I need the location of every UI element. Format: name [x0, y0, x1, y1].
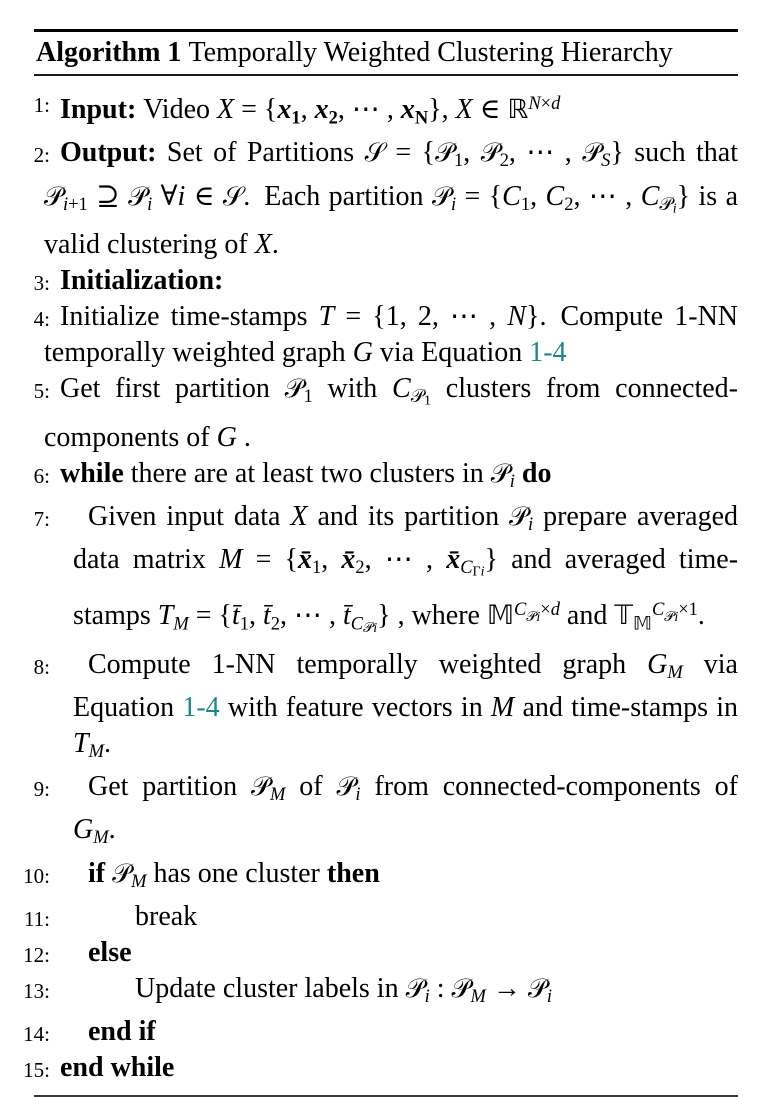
text-segment: 𝒮 — [222, 181, 244, 212]
text-segment: else — [88, 936, 132, 968]
line-number: 10: — [23, 863, 50, 888]
text-segment: 𝒫 — [490, 458, 510, 489]
text-segment: i — [509, 471, 515, 492]
text-segment: there are at least two clusters in — [123, 457, 491, 489]
text-segment: Video — [143, 94, 218, 126]
text-segment: C — [350, 613, 364, 634]
text-segment: has one cluster — [146, 857, 327, 889]
text-segment: X — [290, 501, 308, 533]
text-segment: = { — [188, 600, 232, 632]
line-text — [44, 1050, 738, 1086]
text-segment: ∈ — [185, 180, 223, 212]
text-segment: M — [270, 784, 286, 805]
text-segment: x — [400, 94, 415, 126]
text-segment: 1 — [239, 613, 249, 634]
text-segment: . — [271, 229, 279, 261]
text-segment: i — [674, 610, 679, 626]
text-segment: Set of Partitions — [166, 137, 365, 169]
text-segment: , ⋯ , — [573, 180, 641, 212]
text-segment: ∀ — [152, 180, 178, 212]
text-segment: × — [540, 598, 551, 619]
text-segment: do — [521, 457, 552, 489]
text-segment: N — [507, 301, 526, 333]
line-number: 4: — [33, 307, 50, 332]
line-text — [44, 85, 738, 135]
line-text — [73, 769, 738, 855]
text-segment: 2 — [355, 557, 365, 578]
text-segment: M — [219, 544, 243, 576]
text-segment: M — [93, 827, 109, 848]
text-segment: 𝒮 — [364, 138, 385, 169]
text-segment: d — [550, 598, 560, 619]
text-segment: i — [480, 564, 485, 580]
text-segment: 𝒫 — [526, 609, 537, 626]
text-segment: M — [490, 692, 515, 724]
text-segment: i — [546, 985, 552, 1006]
text-segment: Given input data — [88, 501, 291, 533]
text-segment — [515, 458, 522, 489]
text-segment: 𝒫 — [659, 193, 673, 215]
text-segment: i — [177, 180, 186, 212]
text-segment: 𝒫 — [336, 772, 356, 803]
text-segment: t̄ — [343, 600, 351, 632]
text-segment: X — [254, 229, 272, 261]
text-segment: → — [485, 972, 528, 1004]
text-segment: X — [217, 94, 235, 126]
algorithm-title: Temporally Weighted Clustering Hierarchy — [188, 37, 673, 68]
text-segment: N — [414, 107, 429, 128]
text-segment: Γ — [472, 564, 481, 580]
text-segment: . — [103, 728, 111, 760]
text-segment: 1 — [291, 107, 301, 128]
text-segment: break — [135, 900, 198, 932]
text-segment: 𝒫 — [435, 138, 455, 169]
algo-line-1 — [34, 85, 738, 135]
text-segment: . — [108, 814, 116, 846]
text-segment: from connected-components of — [360, 771, 739, 803]
text-segment: = { — [234, 94, 278, 126]
line-text — [44, 263, 738, 299]
text-segment: T — [157, 600, 174, 632]
text-segment: ∈ — [472, 94, 508, 126]
text-segment: and — [559, 600, 615, 632]
text-segment: t̄ — [231, 600, 240, 632]
text-segment: Initialization: — [60, 265, 224, 297]
text-segment: X — [455, 94, 473, 126]
text-segment: 2 — [328, 107, 338, 128]
text-segment: = { — [456, 180, 503, 212]
text-segment: x — [314, 94, 329, 126]
text-segment: G — [73, 814, 94, 846]
text-segment: via Equation — [372, 337, 530, 369]
line-number: 2: — [33, 143, 50, 168]
line-number: 1: — [33, 93, 50, 117]
text-segment: x — [277, 94, 292, 126]
algo-line-5 — [34, 371, 738, 456]
algo-line-12 — [23, 935, 738, 971]
text-segment: M — [470, 985, 486, 1006]
text-segment: i — [672, 201, 677, 217]
algo-line-11 — [23, 899, 738, 935]
line-text — [44, 371, 738, 456]
line-number: 15: — [23, 1057, 50, 1082]
text-segment: , — [249, 600, 263, 632]
algo-line-4 — [34, 299, 738, 371]
algo-line-7 — [34, 499, 738, 647]
text-segment: while — [60, 457, 124, 489]
text-segment: × — [540, 93, 552, 113]
text-segment: = { — [242, 544, 298, 576]
line-text — [135, 899, 738, 935]
algorithm-body — [23, 76, 739, 1086]
line-text — [44, 135, 738, 263]
text-segment: C — [460, 557, 473, 578]
text-segment: 𝒫 — [431, 181, 451, 212]
text-segment: clusters from connected-components of — [44, 373, 738, 453]
text-segment: 𝕄 — [633, 613, 652, 635]
text-segment: i — [147, 193, 153, 214]
text-segment: }. Compute 1-NN temporally weighted graph — [44, 301, 739, 369]
text-segment: 2 — [270, 613, 281, 634]
algo-line-13 — [23, 971, 738, 1014]
text-segment: C — [392, 373, 411, 405]
text-segment: , ⋯ , — [280, 600, 344, 632]
text-segment: 1 — [312, 557, 322, 578]
line-number: 8: — [33, 654, 50, 679]
text-segment: and its partition — [307, 501, 510, 533]
line-number: 11: — [23, 906, 50, 931]
text-segment: t̄ — [263, 600, 271, 632]
text-segment: G — [647, 648, 668, 680]
text-segment: i — [536, 610, 541, 626]
text-segment: 2 — [499, 150, 509, 171]
algo-line-2 — [34, 135, 738, 263]
text-segment: C — [651, 598, 665, 619]
line-number: 12: — [23, 942, 50, 967]
text-segment: 𝒫 — [363, 619, 374, 636]
equation-link[interactable]: 1-4 — [182, 692, 220, 724]
text-segment: if — [88, 857, 113, 889]
algorithm-header — [34, 32, 738, 74]
text-segment: C — [502, 180, 521, 212]
line-text — [44, 456, 738, 499]
text-segment: end while — [60, 1051, 175, 1083]
text-segment: and time-stamps in — [514, 692, 739, 724]
line-text — [73, 856, 738, 899]
text-segment: T — [318, 301, 335, 333]
text-segment: d — [551, 93, 561, 113]
text-segment: prepare averaged data matrix — [73, 501, 739, 576]
line-text — [73, 935, 738, 971]
algorithm-label: Algorithm 1 — [36, 37, 182, 68]
text-segment: 1 — [303, 386, 313, 407]
line-number: 5: — [33, 379, 50, 404]
text-segment: 𝒫 — [44, 181, 63, 212]
line-number: 6: — [33, 463, 50, 488]
text-segment: 𝒫 — [284, 374, 304, 405]
text-segment: = { — [384, 137, 436, 169]
text-segment: 𝒫 — [582, 138, 602, 169]
algorithm-box — [0, 29, 772, 1097]
text-segment: M — [667, 662, 683, 683]
text-segment: M — [131, 870, 147, 891]
text-segment: i — [355, 784, 361, 805]
line-text — [135, 971, 738, 1014]
text-segment: 𝕄 — [486, 601, 514, 632]
text-segment: then — [326, 857, 380, 889]
text-segment: , ⋯ , — [508, 137, 583, 169]
text-segment: i — [373, 620, 378, 636]
algo-line-6 — [34, 456, 738, 499]
line-number: 3: — [33, 271, 50, 296]
text-segment: with — [312, 373, 393, 405]
text-segment: 1 — [520, 193, 531, 214]
algo-line-3 — [34, 263, 738, 299]
algo-line-15 — [23, 1050, 738, 1086]
text-segment: end if — [88, 1015, 156, 1047]
algo-line-14 — [23, 1014, 738, 1050]
line-text — [44, 299, 738, 371]
text-segment: Update cluster labels in — [135, 972, 406, 1004]
text-segment: 𝒫 — [410, 386, 425, 408]
text-segment: x̄ — [298, 544, 312, 576]
text-segment: = {1, 2, ⋯ , — [334, 301, 508, 333]
text-segment: 1 — [454, 150, 464, 171]
text-segment: 𝒫 — [112, 858, 132, 889]
text-segment: , — [300, 94, 315, 126]
text-segment: 1 — [424, 393, 432, 409]
text-segment: M — [173, 613, 189, 634]
text-segment: 𝒫 — [527, 973, 547, 1004]
text-segment: C — [513, 598, 527, 619]
text-segment: . — [236, 421, 251, 453]
line-text — [73, 1014, 738, 1050]
text-segment: C — [640, 180, 660, 212]
text-segment: Initialize time-stamps — [60, 301, 319, 333]
text-segment: 2 — [564, 193, 574, 214]
text-segment: G — [352, 337, 373, 369]
text-segment: } is a valid clustering of — [44, 180, 739, 261]
text-segment: , — [530, 180, 546, 212]
text-segment: x̄ — [341, 544, 356, 576]
text-segment: i — [62, 193, 69, 214]
text-segment: i — [424, 985, 430, 1006]
text-segment: } , where — [377, 600, 487, 632]
text-segment: via Equation — [73, 648, 738, 724]
line-number: 9: — [33, 777, 50, 802]
text-segment: i — [528, 514, 534, 535]
text-segment: S — [601, 150, 611, 171]
text-segment: Output: — [60, 137, 167, 169]
text-segment: 𝒫 — [451, 973, 471, 1004]
text-segment: with feature vectors in — [219, 692, 491, 724]
text-segment: 𝒫 — [480, 138, 500, 169]
line-text — [73, 499, 738, 647]
text-segment: Get partition — [88, 771, 252, 803]
algo-line-8 — [34, 647, 738, 769]
text-segment: 𝕋 — [614, 601, 633, 632]
text-segment: x̄ — [446, 544, 461, 576]
text-segment: Get first partition — [60, 373, 285, 405]
text-segment: 𝒫 — [509, 502, 529, 533]
text-segment: . Each partition — [243, 180, 432, 212]
text-segment: T — [73, 728, 89, 760]
text-segment: 𝒫 — [251, 772, 270, 803]
line-text — [73, 647, 738, 769]
text-segment: C — [545, 180, 565, 212]
text-segment: M — [88, 741, 104, 762]
text-segment: Input: — [60, 94, 144, 126]
text-segment: } such that — [610, 137, 738, 169]
text-segment: G — [216, 421, 237, 453]
line-number: 13: — [23, 978, 50, 1003]
text-segment: N — [528, 93, 541, 113]
text-segment: ×1 — [678, 598, 698, 619]
text-segment: }, — [428, 94, 456, 126]
text-segment: , ⋯ , — [337, 94, 401, 126]
text-segment: Compute 1-NN temporally weighted graph — [88, 648, 648, 680]
text-segment: , — [463, 137, 481, 169]
text-segment: , — [321, 544, 342, 576]
text-segment: : — [429, 972, 452, 1004]
text-segment: 𝒫 — [405, 973, 425, 1004]
text-segment: ⊇ — [87, 180, 129, 212]
text-segment: of — [285, 771, 337, 803]
text-segment: } and averaged time-stamps — [73, 544, 739, 632]
text-segment: ℝ — [507, 95, 529, 126]
text-segment: i — [450, 193, 457, 214]
text-segment: 𝒫 — [128, 181, 148, 212]
equation-link[interactable]: 1-4 — [529, 337, 567, 369]
text-segment: . — [697, 600, 705, 632]
algo-line-10 — [23, 856, 738, 899]
text-segment: +1 — [68, 193, 88, 214]
line-number: 14: — [23, 1021, 50, 1046]
text-segment: 𝒫 — [664, 609, 675, 626]
algo-line-9 — [34, 769, 738, 855]
line-number: 7: — [33, 507, 50, 532]
text-segment: , ⋯ , — [364, 544, 447, 576]
